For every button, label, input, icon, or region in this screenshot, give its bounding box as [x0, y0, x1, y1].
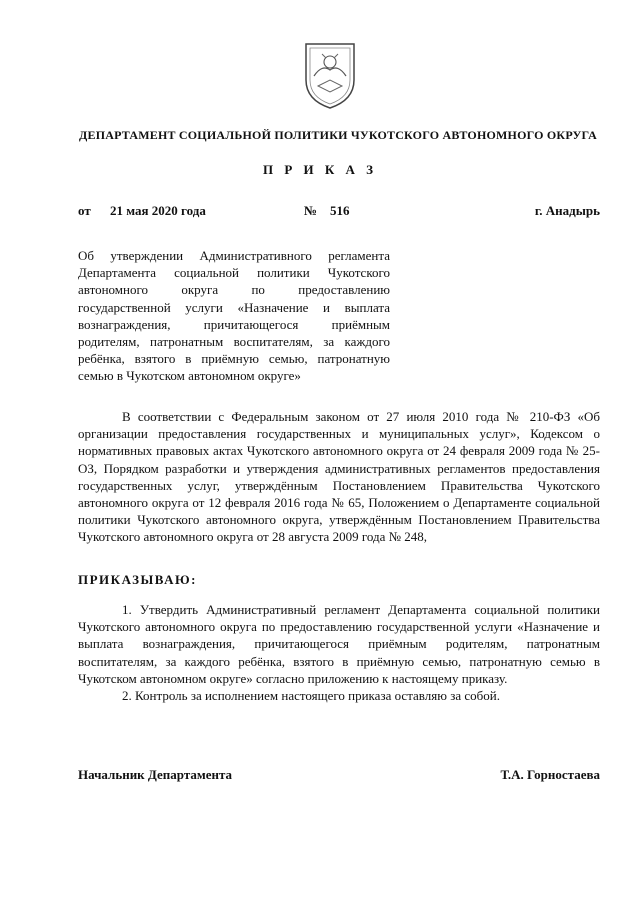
from-label: от: [78, 203, 91, 218]
order-verb: ПРИКАЗЫВАЮ:: [78, 572, 197, 587]
order-item-2: 2. Контроль за исполнением настоящего приказа оставляю за собой.: [122, 688, 500, 704]
order-place: г. Анадырь: [534, 203, 600, 218]
order-items: [78, 601, 600, 704]
signatory-name: Т.А. Горностаева: [500, 767, 600, 782]
order-item-1: 1. Утвердить Административный регламент Департамента социальной политики Чукотского автономного округа по предоставлению государственной услуги «Назначение и выплата вознаграждения, причитающегося приёмным родителям, патронатным воспитателям, за каждого ребёнка, взятого в приёмную семью, патронатную семью в Чукотском автономном округе» согласно приложению к настоящему приказу.: [78, 602, 600, 686]
number-label: №: [304, 203, 318, 218]
document-type: П Р И К А З: [262, 162, 378, 177]
order-number: 516: [330, 203, 350, 218]
preamble-paragraph: В соответствии с Федеральным законом от 27 июля 2010 года № 210-ФЗ «Об организации предоставления государственных и муниципальных услуг», Кодексом о нормативных правовых актах Чукотского автономного округа от 24 февраля 2009 года № 25-ОЗ, Порядком разработки и утверждения административных регламентов предоставления государственных услуг, утверждённым Постановлением Правительства Чукотского автономного округа от 12 февраля 2016 года № 65, Положением о Департаменте социальной политики Чукотского автономного округа, утверждённым Постановлением Правительства Чукотского автономного округа от 28 августа 2009 года № 248,: [78, 409, 600, 545]
order-subject: Об утверждении Административного регламента Департамента социальной политики Чукотского автономного округа по предоставлению государственной услуги «Назначение и выплата вознаграждения, причитающегося приёмным родителям, патронатным воспитателям, за каждого ребёнка, взятого в приёмную семью, патронатную семью в Чукотском автономном округе»: [78, 248, 390, 384]
signatory-position: Начальник Департамента: [78, 767, 233, 782]
department-name: ДЕПАРТАМЕНТ СОЦИАЛЬНОЙ ПОЛИТИКИ ЧУКОТСКОГО АВТОНОМНОГО ОКРУГА: [79, 128, 597, 142]
signature-block: [78, 767, 600, 785]
coat-of-arms-icon: [300, 40, 360, 112]
order-meta: [78, 203, 600, 221]
order-date: 21 мая 2020 года: [110, 203, 206, 218]
